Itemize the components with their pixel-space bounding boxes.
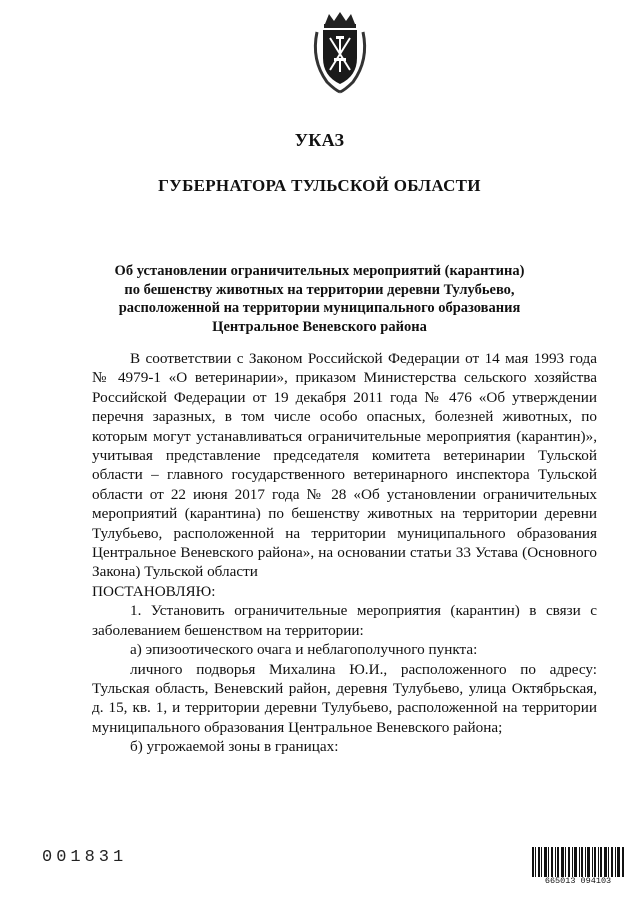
document-serial-number: 001831: [42, 848, 128, 867]
barcode-number: 665013 094103: [544, 876, 612, 886]
item-1-paragraph: 1. Установить ограничительные мероприятия (карантин) в связи с заболеванием бешенством на территории:: [92, 602, 597, 639]
decree-subject: [0, 262, 639, 336]
preamble-paragraph: В соответствии с Законом Российской Федерации от 14 мая 1993 года № 4979-1 «О ветеринарии», приказом Министерства сельского хозяйства Российской Федерации от 19 декабря 2011 года № 476 «Об утверждении перечня заразных, в том числе особо опасных, болезней животных, по которым могут устанавливаться ограничительные мероприятия (карантин)», учитывая представление председателя комитета ветеринарии Тульской области – главного государственного ветеринарного инспектора Тульской области от 22 июня 2017 года № 28 «Об установлении ограничительных мероприятий (карантина) по бешенству животных на территории деревни Тулубьево, расположенной на территории муниципального образования Центральное Веневского района», на основании статьи 33 Устава (Основного Закона) Тульской области: [92, 350, 597, 581]
page-subtitle: ГУБЕРНАТОРА ТУЛЬСКОЙ ОБЛАСТИ: [158, 176, 481, 195]
barcode-icon: [532, 847, 624, 877]
subject-line: расположенной на территории муниципального образования: [118, 300, 521, 316]
page-title: УКАЗ: [294, 130, 345, 150]
subject-line: Об установлении ограничительных мероприятий (карантина): [114, 263, 525, 279]
item-1a-detail-paragraph: личного подворья Михалина Ю.И., расположенного по адресу: Тульская область, Веневский район, деревня Тулубьево, улица Октябрьская, д. 15, кв. 1, и территории деревни Тулубьево, расположенной на территории муниципального образования Центральное Веневского района;: [92, 660, 597, 736]
subject-line: Центральное Веневского района: [212, 318, 427, 335]
item-1b-paragraph: б) угрожаемой зоны в границах:: [130, 738, 339, 756]
decree-body: [92, 349, 597, 757]
item-1a-paragraph: а) эпизоотического очага и неблагополучного пункта:: [130, 641, 478, 659]
subject-line: по бешенству животных на территории деревни Тулубьево,: [124, 281, 515, 298]
tula-coat-of-arms-emblem: [309, 10, 371, 94]
decree-word: ПОСТАНОВЛЯЮ:: [92, 582, 216, 600]
